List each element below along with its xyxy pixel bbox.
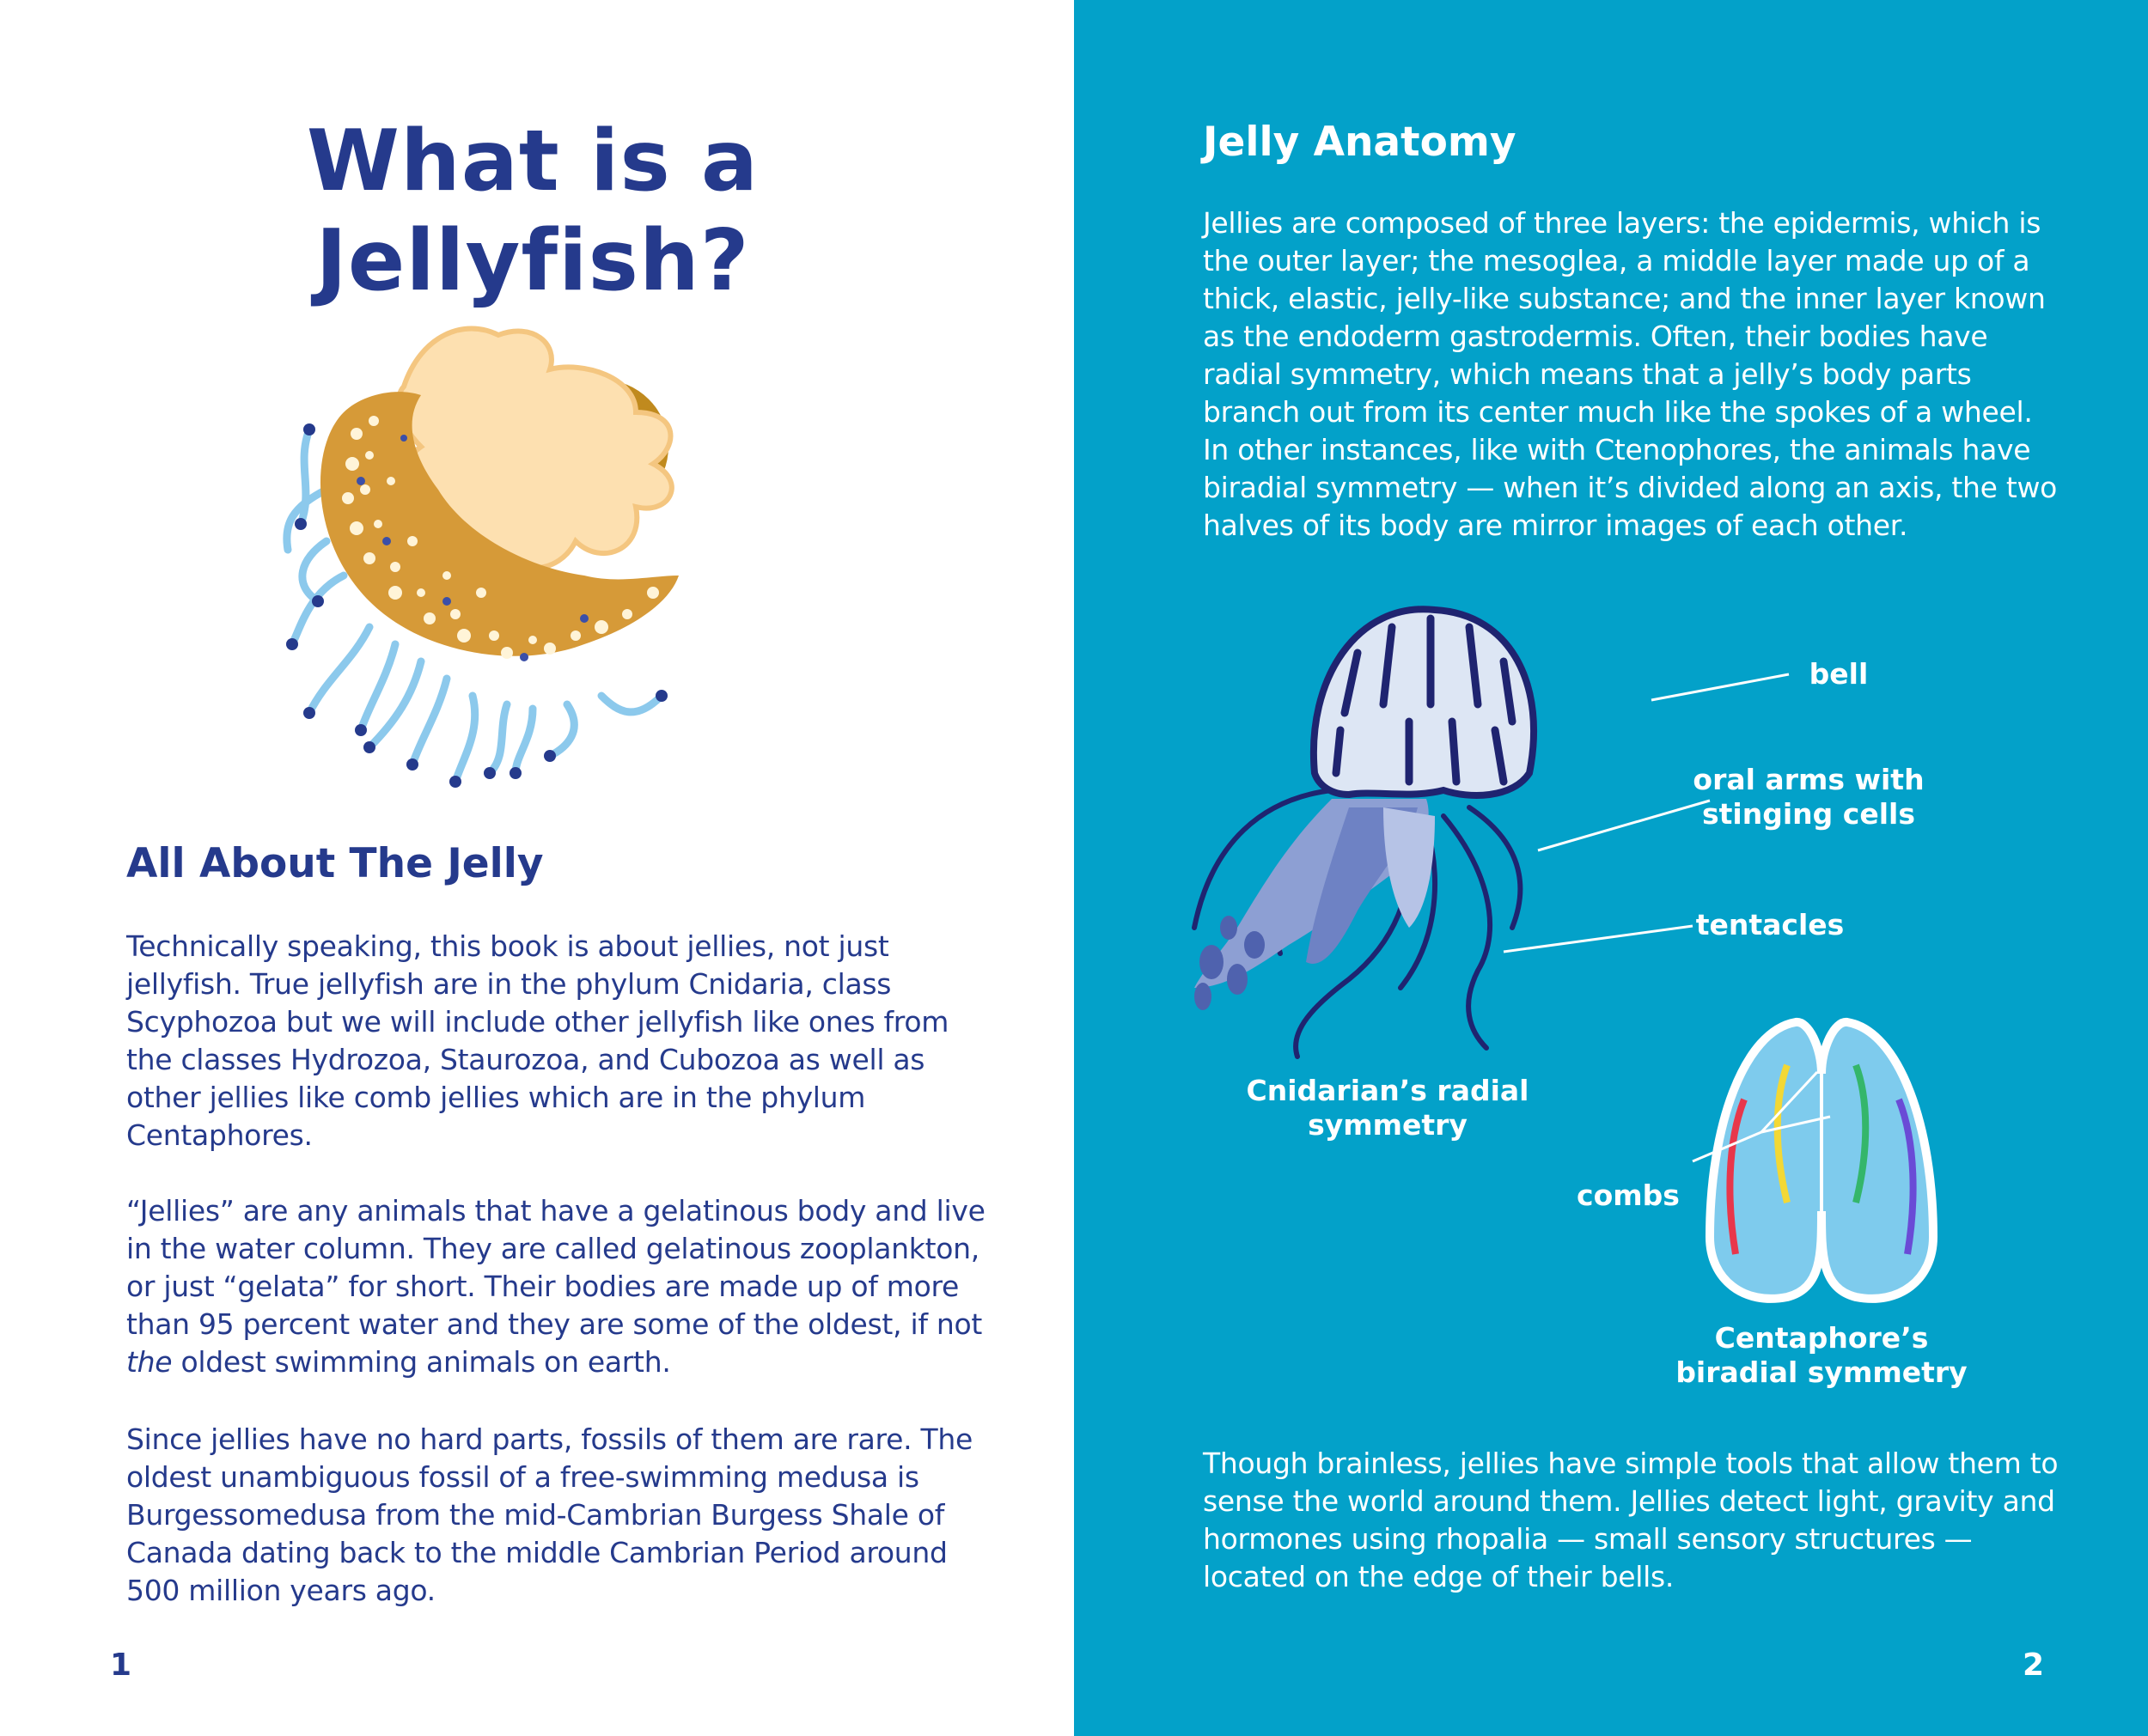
paragraph-2-end: oldest swimming animals on earth. bbox=[172, 1345, 671, 1379]
section-heading: All About The Jelly bbox=[126, 840, 544, 887]
anatomy-paragraph: Jellies are composed of three layers: the epidermis, which is the outer layer; the mesoglea, a middle layer made up of a thick, elastic, jelly-like substance; and the inner layer known as the endoderm gastrodermis. Often, their bodies have radial symmetry, which means that a jelly’s body parts branch out from its center much like the spokes of a wheel. In other instances, like with Ctenophores, the animals have biradial symmetry — when it’s divided along an axis, the two halves of its body are mirror images of each other. bbox=[1203, 206, 2058, 542]
anatomy-heading: Jelly Anatomy bbox=[1203, 119, 1516, 166]
senses-paragraph: Though brainless, jellies have simple tools that allow them to sense the world around them. Jellies detect light, gravity and hormones using rhopalia — small sensory structures — located on the edge of their bells. bbox=[1203, 1447, 2059, 1593]
label-oral-arms: oral arms with stinging cells bbox=[1693, 763, 1925, 831]
paragraph-2-emphasis: the bbox=[126, 1345, 173, 1379]
paragraph-3: Since jellies have no hard parts, fossils of them are rare. The oldest unambiguous fossil of a free-swimming medusa is Burgessomedusa from the mid-Cambrian Burgess Shale of Canada dating back to the middle Cambrian Period around 500 million years ago. bbox=[126, 1422, 973, 1607]
title-line-2: Jellyfish? bbox=[315, 212, 750, 310]
label-centaphore: Centaphore’s biradial symmetry bbox=[1675, 1321, 1968, 1389]
paragraph-2-start: “Jellies” are any animals that have a gelatinous body and live in the water column. They are called gelatinous zooplankton, or just “gelata” for short. Their bodies are made up of more than 95 percent water and they are some of the oldest, if not bbox=[126, 1194, 986, 1341]
label-cnidarian: Cnidarian’s radial symmetry bbox=[1246, 1074, 1529, 1142]
page-number-right: 2 bbox=[2023, 1648, 2045, 1683]
label-combs: combs bbox=[1577, 1179, 1680, 1212]
paragraph-2 bbox=[126, 1192, 986, 1381]
right-page bbox=[1074, 0, 2148, 1736]
paragraph-1: Technically speaking, this book is about jellies, not just jellyfish. True jellyfish are in the phylum Cnidaria, class Scyphozoa but we will include other jellyfish like ones from the classes Hydrozoa, Staurozoa, and Cubozoa as well as other jellies like comb jellies which are in the phylum Centaphores. bbox=[126, 929, 949, 1152]
label-bell: bell bbox=[1809, 657, 1869, 691]
page-title bbox=[172, 112, 894, 311]
page-number-left: 1 bbox=[110, 1648, 132, 1683]
jellyfish-illustration bbox=[275, 318, 782, 799]
label-tentacles: tentacles bbox=[1695, 908, 1845, 941]
title-line-1: What is a bbox=[306, 113, 760, 210]
